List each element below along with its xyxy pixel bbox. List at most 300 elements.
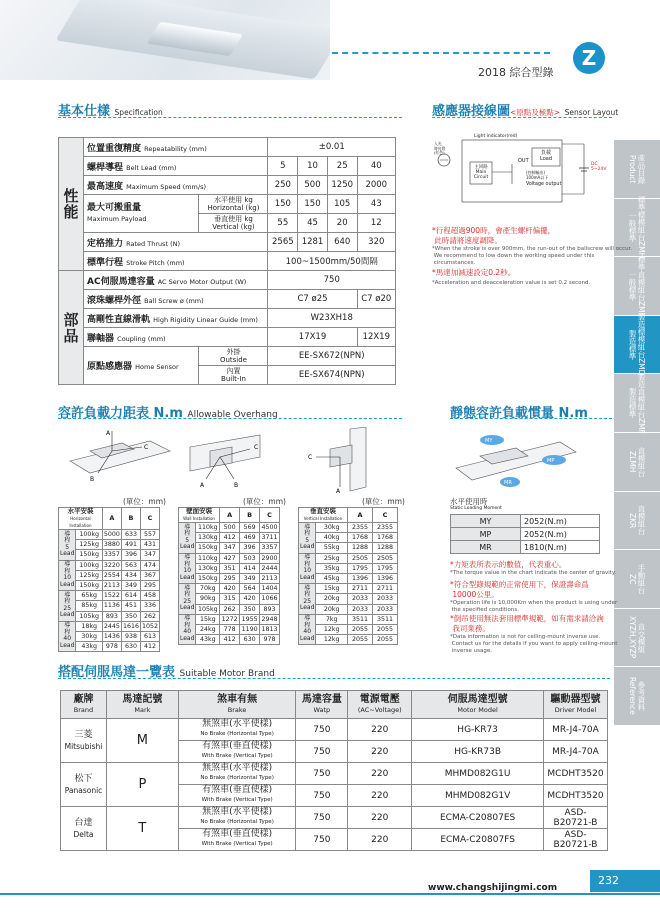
header-product-image <box>0 0 330 80</box>
brake-cell <box>178 785 296 807</box>
spec-sublabel: 水平使用 kg Horizontal (kg) <box>199 195 268 214</box>
side-tab[interactable] <box>614 140 660 199</box>
moment-value: 1955 <box>241 615 258 623</box>
moment-value: 3511 <box>372 614 397 624</box>
side-tab[interactable] <box>614 313 660 376</box>
load-weight: 43kg <box>196 635 220 645</box>
load-weight: 125kg <box>76 570 102 580</box>
brake-cell <box>178 719 296 741</box>
overhang-divider <box>58 418 402 419</box>
moment-value: 2554 <box>103 571 120 579</box>
side-tab-label: 標準直模組台ZMF 一般標準 <box>628 255 646 317</box>
spec-value: 20 <box>327 214 357 233</box>
installation-header <box>179 508 220 523</box>
lead-group-label: 導 程 40 Lead <box>59 621 76 652</box>
svg-text:C: C <box>254 444 259 451</box>
out-label: OUT <box>518 158 529 164</box>
load-weight: 105kg <box>196 604 220 614</box>
moment-value: 2505 <box>347 553 372 563</box>
moment-value: 1795 <box>372 563 397 573</box>
spec-group-parts: 部 品 <box>59 271 84 385</box>
load-weight: 125kg <box>76 540 102 550</box>
table-row <box>451 515 600 528</box>
brake-cell <box>178 807 296 829</box>
installation-header <box>59 508 103 530</box>
load-weight: 40kg <box>316 533 348 543</box>
brand-cell <box>61 719 107 763</box>
moment-value: 1404 <box>261 585 278 593</box>
overhang-unit-2: (單位：mm) <box>243 497 286 506</box>
driver-cell: MR-J4-70A <box>543 719 607 741</box>
static-moment-table <box>450 514 600 554</box>
load-weight: 55kg <box>316 543 348 553</box>
load-weight: 105kg <box>76 611 102 621</box>
side-tab[interactable] <box>614 374 660 433</box>
spec-value: 150 <box>268 195 298 214</box>
side-tab-label: 直模組台 ZKR <box>628 505 646 536</box>
static-caption: 水平使用時 <box>450 497 488 506</box>
spec-value: 1281 <box>298 233 328 252</box>
moment-value: 1522 <box>103 592 120 600</box>
load-weight: 20kg <box>316 604 348 614</box>
moment-value: 295 <box>140 580 159 590</box>
load-weight: 35kg <box>316 563 348 573</box>
column-header <box>106 691 178 719</box>
moment-value: 613 <box>140 631 159 641</box>
svg-text:MP: MP <box>547 458 555 464</box>
moment-value: 2052(N.m) <box>521 515 600 528</box>
moment-value: 349 <box>240 573 260 583</box>
moment-value: 2055 <box>372 635 397 645</box>
column-header: C <box>140 508 159 530</box>
column-header-zh: 伺服馬達型號 <box>447 693 508 705</box>
table-row <box>61 763 608 785</box>
column-header-zh: 煞車有無 <box>217 693 258 705</box>
moment-value: 2113 <box>261 575 278 583</box>
load-weight: 110kg <box>196 553 220 563</box>
installation-label: 壁面安裝 <box>186 507 213 515</box>
column-header <box>296 691 348 719</box>
column-header: A <box>102 508 121 530</box>
moment-value: 262 <box>140 611 159 621</box>
spec-value: C7 ø25 <box>268 290 357 309</box>
static-moment-diagram <box>450 426 610 492</box>
static-caption-en: Static Loading Moment <box>450 506 502 511</box>
table-row <box>59 560 160 570</box>
lead-group-label: 導 程 5 Lead <box>299 523 316 554</box>
driver-cell: MCDHT3520 <box>543 785 607 807</box>
column-header <box>178 691 296 719</box>
load-label: 負載 Load <box>540 150 552 162</box>
spec-label: 螺桿導程 Belt Lead (mm) <box>84 157 268 176</box>
spec-label: 標準行程 Stroke Pitch (mm) <box>84 252 268 271</box>
moment-value: 1396 <box>372 573 397 583</box>
spec-value: EE-SX674(NPN) <box>268 366 396 385</box>
svg-text:MR: MR <box>504 480 512 486</box>
motor-section-title: 搭配伺服馬達一覽表 Suitable Motor Brand <box>58 665 275 680</box>
moment-value: 1396 <box>347 573 372 583</box>
brake-label-en: With Brake (Vertical Type) <box>201 796 273 803</box>
spec-value: 150 <box>298 195 328 214</box>
column-header-zh: 馬達容量 <box>301 693 342 705</box>
side-tab-label: 產品目錄 Product <box>628 153 646 184</box>
input-label: 入光 時亮燈 (紅色) <box>434 141 446 155</box>
column-header: C <box>260 508 280 523</box>
moment-value: 420 <box>240 594 260 604</box>
catalog-title: 2018 綜合型錄 <box>478 66 554 79</box>
motor-cell: ECMA-C20807ES <box>412 807 544 829</box>
note-torque-en: *The torque value in the chart indicate the center of gravity. <box>450 570 617 576</box>
volt-cell: 220 <box>348 785 412 807</box>
note-stroke-en: *When the stroke is over 900mm, the run-out of the ballscrew will occur. We recommend to low down the working speed under this circumstances. <box>432 246 633 266</box>
spec-table <box>58 137 396 385</box>
spec-label: 原點感應器 Home Sensor <box>84 347 199 385</box>
load-weight: 110kg <box>196 523 220 533</box>
motor-cell: HG-KR73 <box>412 719 544 741</box>
column-header-zh: 驅動器型號 <box>550 693 601 705</box>
volt-cell: 220 <box>348 807 412 829</box>
moment-value: 347 <box>140 550 159 560</box>
column-header-zh: 馬達記號 <box>122 693 163 705</box>
lead-group-label: 導 程 5 Lead <box>59 530 76 561</box>
moment-value: 2033 <box>347 594 372 604</box>
driver-cell: MR-J4-70A <box>543 741 607 763</box>
moment-value: 2355 <box>372 523 397 533</box>
moment-value: 1813 <box>261 625 278 633</box>
moment-value: 563 <box>121 560 140 570</box>
load-weight: 130kg <box>196 563 220 573</box>
side-tab-label: 直模組台 ZLMH <box>628 446 646 477</box>
driver-cell: ASD-B20721-B <box>543 807 607 829</box>
installation-label-en: Horizontal Installation <box>69 516 92 528</box>
load-weight: 65kg <box>76 591 102 601</box>
motor-cell: MHMD082G1V <box>412 785 544 807</box>
moment-value: 557 <box>140 530 159 540</box>
spec-section-title: 基本仕樣 Specification <box>58 104 163 119</box>
brake-label: 無煞車(水平使樣) <box>202 719 273 729</box>
moment-value: 2052(N.m) <box>521 528 600 541</box>
note-accel-zh: *馬達加減速設定0.2秒。 <box>432 268 516 277</box>
motor-mark: P <box>106 763 178 807</box>
spec-sublabel: 外掛 Outside <box>199 347 268 366</box>
spec-value: C7 ø20 <box>357 290 395 309</box>
installation-label-en: Wall Installation <box>183 516 215 521</box>
moment-value: 2711 <box>372 584 397 594</box>
moment-value: 1795 <box>347 563 372 573</box>
load-weight: 150kg <box>196 573 220 583</box>
brand-name-en: Panasonic <box>64 785 103 795</box>
side-tab[interactable] <box>614 433 660 492</box>
brand-cell <box>61 763 107 807</box>
installation-label: 垂直安裝 <box>309 507 336 515</box>
svg-text:B: B <box>90 476 95 483</box>
moment-value: 451 <box>121 601 140 611</box>
moment-value: 491 <box>121 540 140 550</box>
brand-name: 三菱 <box>74 729 93 740</box>
spec-value: 640 <box>327 233 357 252</box>
moment-value: 3357 <box>261 544 278 552</box>
spec-group-performance: 性 能 <box>59 138 84 271</box>
load-weight: 12kg <box>316 624 348 634</box>
moment-value: 2033 <box>372 604 397 614</box>
brand-name-en: Delta <box>73 829 94 839</box>
table-row <box>61 807 608 829</box>
load-weight: 150kg <box>196 543 220 553</box>
max-current-label: (控制輸出) 100mA以下 <box>526 170 549 180</box>
svg-text:A: A <box>106 430 111 437</box>
moment-value: 469 <box>240 533 260 543</box>
side-tab[interactable] <box>614 667 660 726</box>
static-moment-svg <box>450 426 610 492</box>
moment-value: 2900 <box>261 554 278 562</box>
moment-value: 474 <box>140 560 159 570</box>
moment-value: 2505 <box>372 553 397 563</box>
lead-group-label: 導 程 10 Lead <box>59 560 76 591</box>
table-row <box>179 523 280 533</box>
table-row <box>179 614 280 624</box>
motor-cell: HG-KR73B <box>412 741 544 763</box>
spec-value: W23XH18 <box>268 309 396 328</box>
brake-label: 無煞車(水平使樣) <box>202 807 273 817</box>
moment-value: 458 <box>140 591 159 601</box>
spec-label: 聯軸器 Coupling (mm) <box>84 328 268 347</box>
moment-value: 349 <box>121 580 140 590</box>
spec-label: 高剛性直線滑軌 High Rigidity Linear Guide (mm) <box>84 309 268 328</box>
load-weight: 18kg <box>76 621 102 631</box>
moment-value: 3511 <box>347 614 372 624</box>
moment-value: 350 <box>240 604 260 614</box>
spec-label: 定格推力 Rated Thrust (N) <box>84 233 268 252</box>
load-weight: 20kg <box>316 594 348 604</box>
watt-cell: 750 <box>296 741 348 763</box>
sensor-wiring-diagram <box>434 134 610 210</box>
load-weight: 15kg <box>316 584 348 594</box>
footer-url: www.changshijingmi.com <box>428 883 558 893</box>
load-weight: 150kg <box>76 580 102 590</box>
table-row <box>179 584 280 594</box>
column-header: A <box>347 508 372 523</box>
moment-value: 434 <box>121 570 140 580</box>
moment-value: 1616 <box>122 622 139 630</box>
note-torque-zh: *力矩表所表示的數值，代表重心。 <box>450 560 567 569</box>
moment-key: MY <box>451 515 521 528</box>
side-tab-label: 製造標模組台ZMD 製造標準 <box>628 313 646 376</box>
column-header <box>412 691 544 719</box>
moment-value: 350 <box>121 611 140 621</box>
moment-value: 2055 <box>347 624 372 634</box>
moment-value: 1052 <box>141 622 158 630</box>
load-weight: 100kg <box>76 560 102 570</box>
side-tab-label: 參考資料 Reference <box>628 677 646 716</box>
spec-value: 5 <box>268 157 298 176</box>
watt-cell: 750 <box>296 785 348 807</box>
moment-value: 2355 <box>347 523 372 533</box>
installation-label-en: Vertical Installation <box>303 516 343 521</box>
load-weight: 25kg <box>316 553 348 563</box>
static-section-title: 靜態容許負載慣量 N.m <box>450 406 588 421</box>
spec-value: 12 <box>357 214 395 233</box>
installation-label: 水平安裝 <box>67 507 94 515</box>
moment-value: 2033 <box>372 594 397 604</box>
column-header-en: Motor Model <box>457 705 498 714</box>
installation-header <box>299 508 348 523</box>
moment-value: 1810(N.m) <box>521 541 600 554</box>
side-tab-label: 標準標模組台ZMH 一般標準 <box>628 196 646 259</box>
table-header-row <box>179 508 280 523</box>
watt-cell: 750 <box>296 763 348 785</box>
spec-label: 位置重復精度 Repeatability (mm) <box>84 138 268 157</box>
moment-value: 1288 <box>347 543 372 553</box>
spec-value: 45 <box>298 214 328 233</box>
moment-value: 420 <box>220 584 240 594</box>
spec-value: EE-SX672(NPN) <box>268 347 396 366</box>
table-row <box>299 523 398 533</box>
moment-value: 1272 <box>221 615 238 623</box>
spec-value: 2000 <box>357 176 395 195</box>
overhang-diagrams <box>60 427 400 493</box>
overhang-table <box>178 507 280 645</box>
overhang-section-title: 容許負載力距表 N.m Allowable Overhang <box>58 406 278 421</box>
moment-value: 347 <box>220 543 240 553</box>
column-header <box>348 691 412 719</box>
column-header-zh: 電源電壓 <box>359 693 400 705</box>
brake-label: 有煞車(垂直使樣) <box>202 741 273 751</box>
brake-cell <box>178 829 296 851</box>
spec-divider <box>58 117 402 118</box>
moment-value: 564 <box>240 584 260 594</box>
load-weight: 45kg <box>316 573 348 583</box>
moment-value: 412 <box>220 533 240 543</box>
spec-value: 100~1500mm/50間隔 <box>268 252 396 271</box>
side-tab[interactable] <box>614 492 660 551</box>
load-weight: 30kg <box>316 523 348 533</box>
table-row <box>61 719 608 741</box>
moment-value: 633 <box>121 530 140 540</box>
motor-cell: MHMD082G1U <box>412 763 544 785</box>
column-header: C <box>372 508 397 523</box>
brand-cell <box>61 807 107 851</box>
moment-value: 500 <box>220 523 240 533</box>
volt-cell: 220 <box>348 763 412 785</box>
wiring-svg <box>434 134 610 210</box>
brake-label: 無煞車(水平使樣) <box>202 763 273 773</box>
spec-value: 43 <box>357 195 395 214</box>
lead-group-label: 導 程 25 Lead <box>179 584 196 615</box>
driver-cell: MCDHT3520 <box>543 763 607 785</box>
moment-value: 2055 <box>372 624 397 634</box>
load-weight: 85kg <box>76 601 102 611</box>
column-header: A <box>220 508 240 523</box>
column-header: B <box>240 508 260 523</box>
moment-value: 414 <box>240 563 260 573</box>
moment-value: 2033 <box>347 604 372 614</box>
load-weight: 70kg <box>196 584 220 594</box>
load-weight: 24kg <box>196 624 220 634</box>
load-weight: 43kg <box>76 642 102 652</box>
moment-value: 778 <box>220 624 240 634</box>
watt-cell: 750 <box>296 829 348 851</box>
column-header <box>543 691 607 719</box>
table-row <box>299 584 398 594</box>
moment-value: 5000 <box>103 531 120 539</box>
moment-value: 1136 <box>103 602 120 610</box>
side-tab[interactable] <box>614 609 660 668</box>
watt-cell: 750 <box>296 719 348 741</box>
moment-value: 3880 <box>103 541 120 549</box>
moment-value: 396 <box>121 550 140 560</box>
moment-value: 412 <box>220 635 240 645</box>
volt-cell: 220 <box>348 741 412 763</box>
spec-value: 250 <box>268 176 298 195</box>
moment-value: 351 <box>220 563 240 573</box>
side-tab-label: 手動組台 ZC <box>628 563 646 594</box>
lead-group-label: 導 程 40 Lead <box>299 614 316 645</box>
moment-value: 412 <box>140 642 159 652</box>
motor-brand-table <box>60 690 608 851</box>
side-tab-label: 製造直模組台ZMF 製造標準 <box>628 372 646 434</box>
spec-value: 500 <box>298 176 328 195</box>
lead-group-label: 導 程 25 Lead <box>59 591 76 622</box>
spec-label: AC伺服馬達容量 AC Servo Motor Output (W) <box>84 271 268 290</box>
overhang-table <box>298 507 398 645</box>
overhang-unit-1: (單位：mm) <box>123 497 166 506</box>
table-header-row <box>61 691 608 719</box>
brand-logo: Z <box>573 42 605 74</box>
moment-value: 396 <box>240 543 260 553</box>
brake-label: 有煞車(垂直使樣) <box>202 829 273 839</box>
side-tab[interactable] <box>614 550 660 609</box>
column-header-en: (AC~Voltage) <box>357 705 402 714</box>
moment-value: 336 <box>140 601 159 611</box>
table-row <box>299 614 398 624</box>
moment-value: 4500 <box>261 524 278 532</box>
dc-label: DC 5~24V <box>591 162 607 172</box>
brake-label-en: No Brake (Horizontal Type) <box>200 774 274 781</box>
moment-value: 3357 <box>103 551 120 559</box>
note-accel-en: *Acceleration and deacceleration value is set 0.2 second. <box>432 280 591 286</box>
load-weight: 30kg <box>76 631 102 641</box>
moment-value: 938 <box>121 631 140 641</box>
lead-group-label: 導 程 40 Lead <box>179 614 196 645</box>
brake-label: 有煞車(垂直使樣) <box>202 785 273 795</box>
moment-value: 315 <box>220 594 240 604</box>
moment-value: 2445 <box>103 622 120 630</box>
static-divider <box>450 418 612 419</box>
table-header-row <box>299 508 398 523</box>
table-row <box>451 541 600 554</box>
moment-value: 569 <box>240 523 260 533</box>
column-header-en: Watp <box>313 705 331 714</box>
motor-mark: T <box>106 807 178 851</box>
moment-value: 1768 <box>372 533 397 543</box>
overhang-table <box>58 507 160 652</box>
moment-value: 1066 <box>261 595 278 603</box>
load-weight: 100kg <box>76 530 102 540</box>
spec-value: 25 <box>327 157 357 176</box>
spec-value: 2565 <box>268 233 298 252</box>
moment-value: 2711 <box>347 584 372 594</box>
brake-label-en: With Brake (Vertical Type) <box>201 840 273 847</box>
overhang-unit-3: (單位：mm) <box>362 497 405 506</box>
moment-value: 1436 <box>103 632 120 640</box>
moment-value: 295 <box>220 573 240 583</box>
column-header: B <box>121 508 140 530</box>
load-weight: 7kg <box>316 614 348 624</box>
page-number: 232 <box>590 870 660 892</box>
moment-value: 614 <box>121 591 140 601</box>
svg-text:A: A <box>336 488 341 493</box>
moment-value: 3711 <box>261 534 278 542</box>
